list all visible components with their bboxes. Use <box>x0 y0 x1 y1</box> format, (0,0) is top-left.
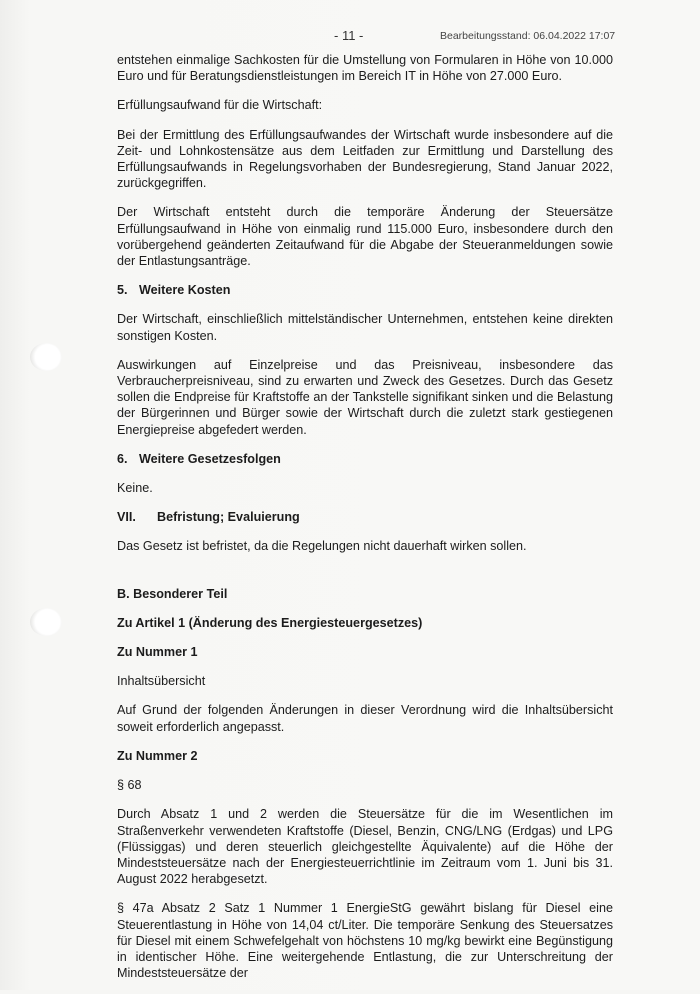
item-heading: Zu Nummer 2 <box>117 748 198 763</box>
paragraph: Bei der Ermittlung des Erfüllungsaufwandes der Wirtschaft wurde insbesondere auf die Zeit- und Lohnkostensätze aus dem Leitfaden zur Ermittlung und Darstellung des Erfüllungsaufwands in Regelungsvorhaben der Bundesregierung, Stand Januar 2022, zurückgegriffen. <box>117 127 613 191</box>
paragraph: Der Wirtschaft, einschließlich mittelständischer Unternehmen, entstehen keine direkten sonstigen Kosten. <box>117 312 613 343</box>
section-number: VII. <box>117 510 136 525</box>
paragraph: Auswirkungen auf Einzelpreise und das Preisniveau, insbesondere das Verbraucherpreisniveau, sind zu erwarten und Zweck des Gesetzes. Durch das Gesetz sollen die Endpreise für Kraftstoffe an der Tankstelle signifikant sinken und die Belastung der Bürgerinnen und Bürger sowie der Wirtschaft durch die zuletzt stark gestiegenen Energiepreise abgefedert werden. <box>117 357 613 437</box>
part-heading: B. Besonderer Teil <box>117 586 228 601</box>
paragraph: § 68 <box>117 778 142 793</box>
section-title: Weitere Kosten <box>139 283 231 298</box>
section-title: Weitere Gesetzesfolgen <box>139 451 281 466</box>
paragraph: Der Wirtschaft entsteht durch die temporäre Änderung der Steuersätze Erfüllungsaufwand in Höhe von einmalig rund 115.000 Euro, insbesondere durch den vorübergehend geänderten Zeitaufwand für die Abgabe der Steueranmeldungen sowie der Entlastungsanträge. <box>117 205 613 269</box>
section-number: 6. <box>117 451 128 466</box>
section-heading <box>117 451 613 467</box>
punch-hole <box>30 343 62 371</box>
edit-status: Bearbeitungsstand: 06.04.2022 17:07 <box>440 30 616 42</box>
section-heading <box>117 509 613 525</box>
paragraph: Keine. <box>117 481 153 496</box>
section-title: Befristung; Evaluierung <box>157 510 300 525</box>
page-header <box>0 30 700 46</box>
punch-hole <box>30 608 62 636</box>
paragraph: § 47a Absatz 2 Satz 1 Nummer 1 EnergieStG gewährt bislang für Diesel eine Steuerentlastung in Höhe von 14,04 ct/Liter. Die temporäre Senkung des Steuersatzes für Diesel mit einem Schwefelgehalt von höchstens 10 mg/kg bewirkt eine Begünstigung in identischer Höhe. Eine weitergehende Entlastung, die zur Unterschreitung der Mindeststeuersätze der <box>117 901 613 981</box>
paragraph: Durch Absatz 1 und 2 werden die Steuersätze für die im Wesentlichen im Straßenverkehr verwendeten Kraftstoffe (Diesel, Benzin, CNG/LNG (Erdgas) und LPG (Flüssiggas) und deren steuerlich gleichgestellte Äquivalente) auf die Höhe der Mindeststeuersätze nach der Energiesteuerrichtlinie im Zeitraum vom 1. Juni bis 31. August 2022 herabgesetzt. <box>117 807 613 887</box>
section-number: 5. <box>117 283 128 298</box>
item-heading: Zu Nummer 1 <box>117 645 198 660</box>
paragraph: Das Gesetz ist befristet, da die Regelungen nicht dauerhaft wirken sollen. <box>117 539 527 554</box>
paragraph: entstehen einmalige Sachkosten für die Umstellung von Formularen in Höhe von 10.000 Euro und für Beratungsdienstleistungen im Bereich IT in Höhe von 27.000 Euro. <box>117 53 613 84</box>
paragraph: Auf Grund der folgenden Änderungen in dieser Verordnung wird die Inhaltsübersicht soweit erforderlich angepasst. <box>117 703 613 734</box>
paragraph: Inhaltsübersicht <box>117 674 206 689</box>
document-body <box>117 52 613 994</box>
paragraph: Erfüllungsaufwand für die Wirtschaft: <box>117 98 323 113</box>
section-heading <box>117 282 613 298</box>
page-number: - 11 - <box>334 28 364 43</box>
article-heading: Zu Artikel 1 (Änderung des Energiesteuergesetzes) <box>117 615 423 630</box>
